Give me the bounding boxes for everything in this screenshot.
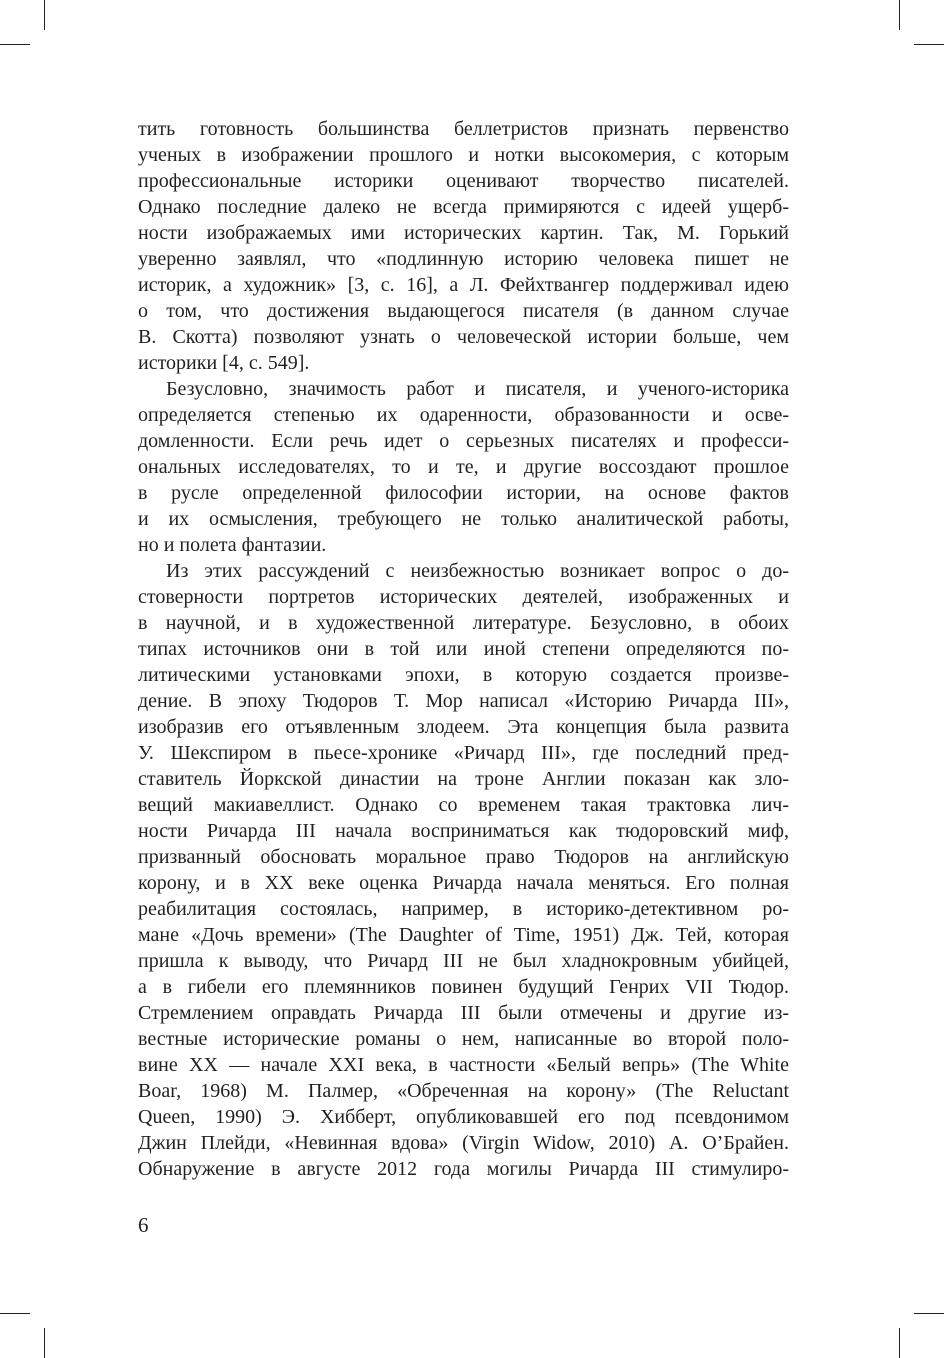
crop-mark-bottom-right-horizontal	[914, 1313, 944, 1314]
crop-mark-bottom-right-vertical	[899, 1328, 900, 1358]
text-line: Queen, 1990) Э. Хибберт, опубликовавшей его под псевдонимом	[138, 1106, 789, 1128]
body-text	[138, 116, 789, 1182]
page-number: 6	[138, 1213, 149, 1237]
text-line: Boar, 1968) М. Палмер, «Обреченная на корону» (The Reluctant	[138, 1080, 789, 1102]
paragraph-3	[138, 558, 789, 1182]
text-line: стоверности портретов исторических деятелей, изображенных и	[138, 586, 789, 608]
crop-mark-top-left-vertical	[44, 0, 45, 30]
text-line: Безусловно, значимость работ и писателя, и ученого-историка	[166, 378, 789, 400]
text-line: литическими установками эпохи, в которую создается произве-	[138, 664, 789, 686]
text-line: и их осмысления, требующего не только аналитической работы,	[138, 508, 789, 530]
text-line: мане «Дочь времени» (The Daughter of Time, 1951) Дж. Тей, которая	[138, 924, 789, 946]
crop-mark-top-left-horizontal	[0, 44, 30, 45]
crop-mark-bottom-left-horizontal	[0, 1313, 30, 1314]
text-line: корону, и в XX веке оценка Ричарда начала меняться. Его полная	[138, 872, 789, 894]
text-line: ученых в изображении прошлого и нотки высокомерия, с которым	[138, 144, 789, 166]
text-line: историк, а художник» [3, с. 16], а Л. Фейхтвангер поддерживал идею	[138, 274, 789, 296]
text-line: историки [4, с. 549].	[138, 352, 310, 374]
text-line: о том, что достижения выдающегося писателя (в данном случае	[138, 300, 789, 322]
text-line: изобразив его отъявленным злодеем. Эта концепция была развита	[138, 716, 789, 738]
crop-mark-bottom-left-vertical	[44, 1328, 45, 1358]
paragraph-1	[138, 116, 789, 376]
text-line: пришла к выводу, что Ричард III не был хладнокровным убийцей,	[138, 950, 789, 972]
text-line: Джин Плейди, «Невинная вдова» (Virgin Widow, 2010) А. О’Брайен.	[138, 1132, 789, 1154]
text-line: типах источников они в той или иной степени определяются по-	[138, 638, 789, 660]
text-line: Из этих рассуждений с неизбежностью возникает вопрос о до-	[166, 560, 789, 582]
text-line: профессиональные историки оценивают творчество писателей.	[138, 170, 789, 192]
text-line: в научной, и в художественной литературе. Безусловно, в обоих	[138, 612, 789, 634]
text-line: ональных исследователях, то и те, и другие воссоздают прошлое	[138, 456, 789, 478]
paragraph-2	[138, 376, 789, 558]
text-line: тить готовность большинства беллетристов признать первенство	[138, 118, 789, 140]
text-line: У. Шекспиром в пьесе-хронике «Ричард III», где последний пред-	[138, 742, 789, 764]
text-line: вине XX — начале XXI века, в частности «Белый вепрь» (The White	[138, 1054, 789, 1076]
text-line: ности Ричарда III начала восприниматься как тюдоровский миф,	[138, 820, 789, 842]
text-line: реабилитация состоялась, например, в историко-детективном ро-	[138, 898, 789, 920]
text-line: в русле определенной философии истории, на основе фактов	[138, 482, 789, 504]
text-line: Однако последние далеко не всегда примиряются с идеей ущерб-	[138, 196, 789, 218]
text-line: но и полета фантазии.	[138, 534, 327, 556]
text-line: определяется степенью их одаренности, образованности и осве-	[138, 404, 789, 426]
text-line: ности изображаемых ими исторических картин. Так, М. Горький	[138, 222, 789, 244]
text-line: В. Скотта) позволяют узнать о человеческой истории больше, чем	[138, 326, 789, 348]
crop-mark-top-right-horizontal	[914, 44, 944, 45]
text-line: ставитель Йоркской династии на троне Англии показан как зло-	[138, 768, 789, 790]
crop-mark-top-right-vertical	[899, 0, 900, 30]
text-line: вестные исторические романы о нем, написанные во второй поло-	[138, 1028, 789, 1050]
text-line: призванный обосновать моральное право Тюдоров на английскую	[138, 846, 789, 868]
text-line: Стремлением оправдать Ричарда III были отмечены и другие из-	[138, 1002, 789, 1024]
text-line: дение. В эпоху Тюдоров Т. Мор написал «Историю Ричарда III»,	[138, 690, 789, 712]
text-line: Обнаружение в августе 2012 года могилы Ричарда III стимулиро-	[138, 1158, 789, 1180]
text-line: домленности. Если речь идет о серьезных писателях и професси-	[138, 430, 789, 452]
text-line: а в гибели его племянников повинен будущий Генрих VII Тюдор.	[138, 976, 789, 998]
text-line: вещий макиавеллист. Однако со временем такая трактовка лич-	[138, 794, 789, 816]
text-line: уверенно заявлял, что «подлинную историю человека пишет не	[138, 248, 789, 270]
